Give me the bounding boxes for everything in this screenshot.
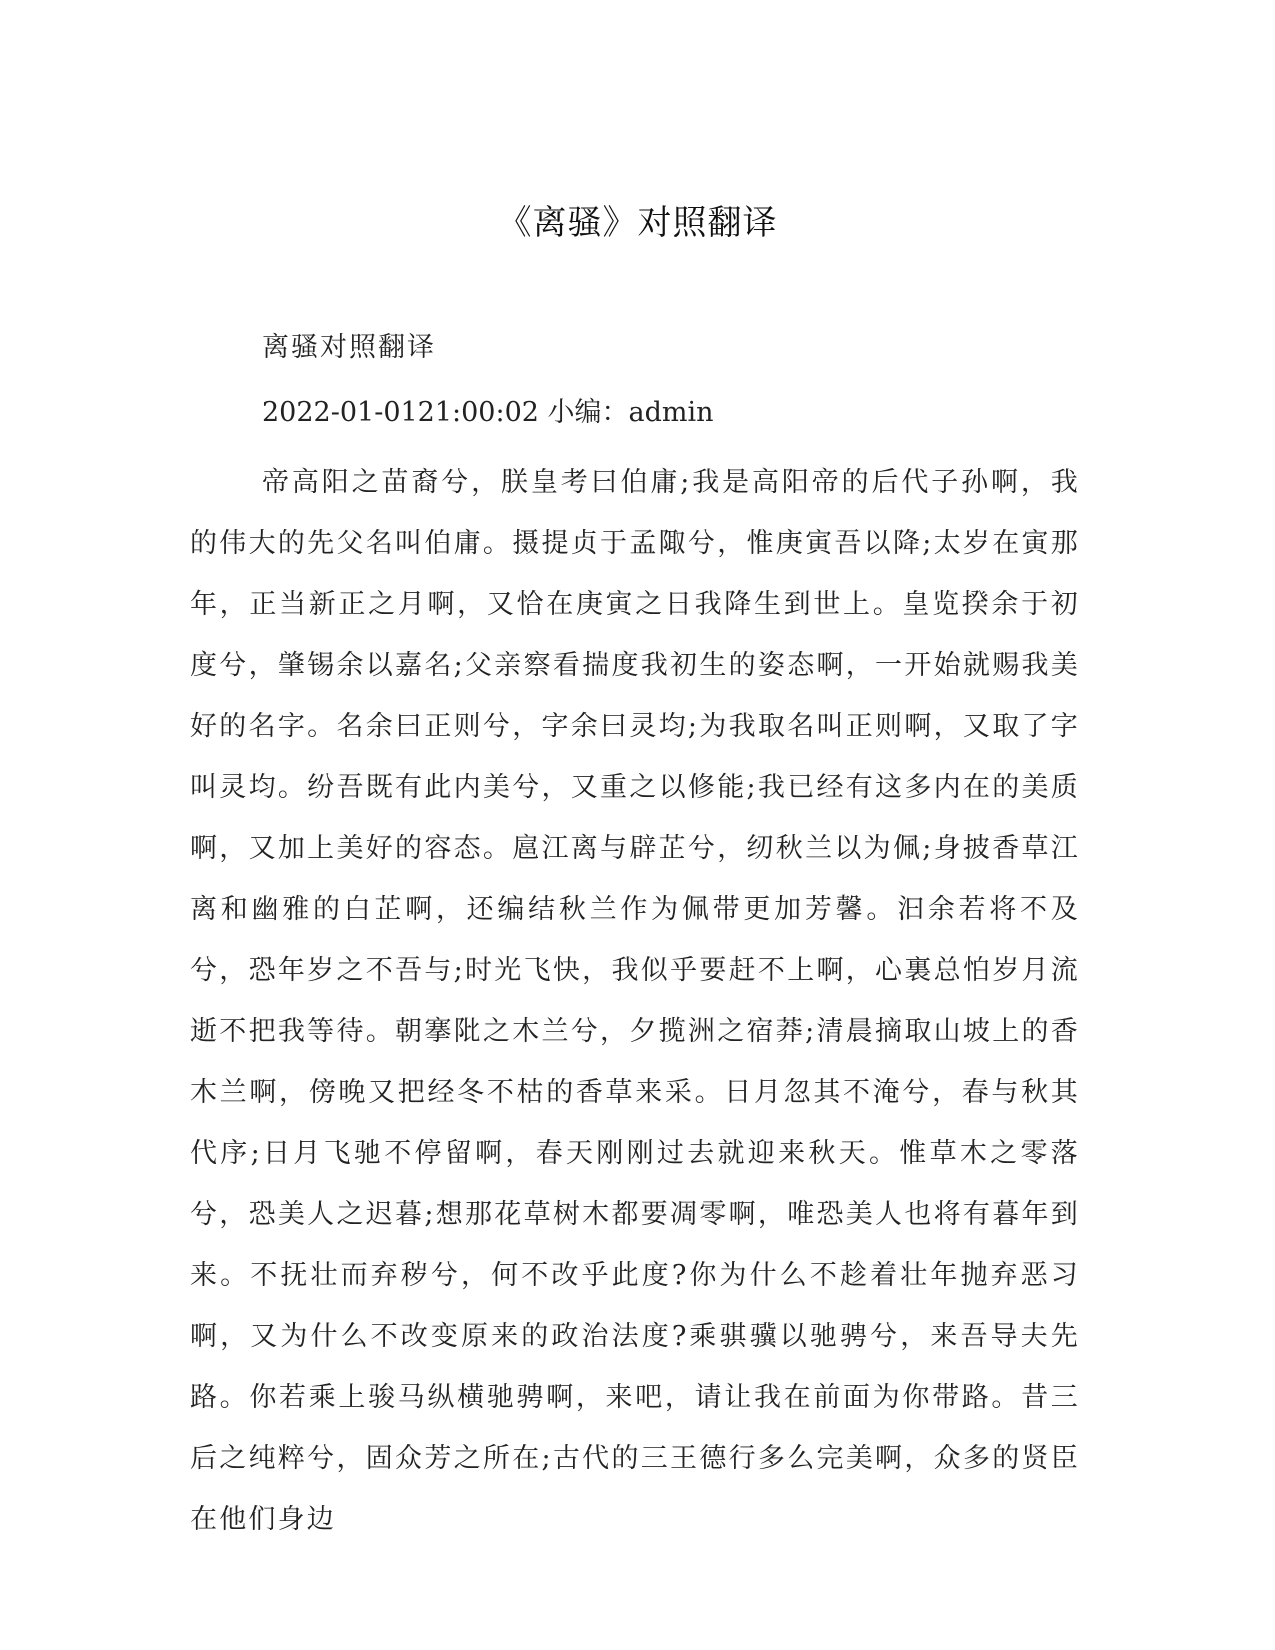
document-title: 《离骚》对照翻译 (497, 203, 778, 243)
article-meta (262, 393, 714, 433)
author-label: 小编： (547, 397, 629, 428)
article-subtitle: 离骚对照翻译 (262, 332, 436, 363)
publish-datetime: 2022-01-0121:00:02 (262, 397, 539, 428)
article-body: 帝高阳之苗裔兮，朕皇考曰伯庸;我是高阳帝的后代子孙啊，我的伟大的先父名叫伯庸。摄提贞于孟陬兮，惟庚寅吾以降;太岁在寅那年，正当新正之月啊，又恰在庚寅之日我降生到世上。皇览揆余于初度兮，肇锡余以嘉名;父亲察看揣度我初生的姿态啊，一开始就赐我美好的名字。名余曰正则兮，字余曰灵均;为我取名叫正则啊，又取了字叫灵均。纷吾既有此内美兮，又重之以修能;我已经有这多内在的美质啊，又加上美好的容态。扈江离与辟芷兮，纫秋兰以为佩;身披香草江离和幽雅的白芷啊，还编结秋兰作为佩带更加芳馨。汩余若将不及兮，恐年岁之不吾与;时光飞快，我似乎要赶不上啊，心裏总怕岁月流逝不把我等待。朝搴阰之木兰兮，夕揽洲之宿莽;清晨摘取山坡上的香木兰啊，傍晚又把经冬不枯的香草来采。日月忽其不淹兮，春与秋其代序;日月飞驰不停留啊，春天刚刚过去就迎来秋天。惟草木之零落兮，恐美人之迟暮;想那花草树木都要凋零啊，唯恐美人也将有暮年到来。不抚壮而弃秽兮，何不改乎此度?你为什么不趁着壮年抛弃恶习啊，又为什么不改变原来的政治法度?乘骐骥以驰骋兮，来吾导夫先路。你若乘上骏马纵横驰骋啊，来吧，请让我在前面为你带路。昔三后之纯粹兮，固众芳之所在;古代的三王德行多么完美啊，众多的贤臣在他们身边 (190, 467, 1080, 1535)
author-name: admin (628, 397, 714, 428)
